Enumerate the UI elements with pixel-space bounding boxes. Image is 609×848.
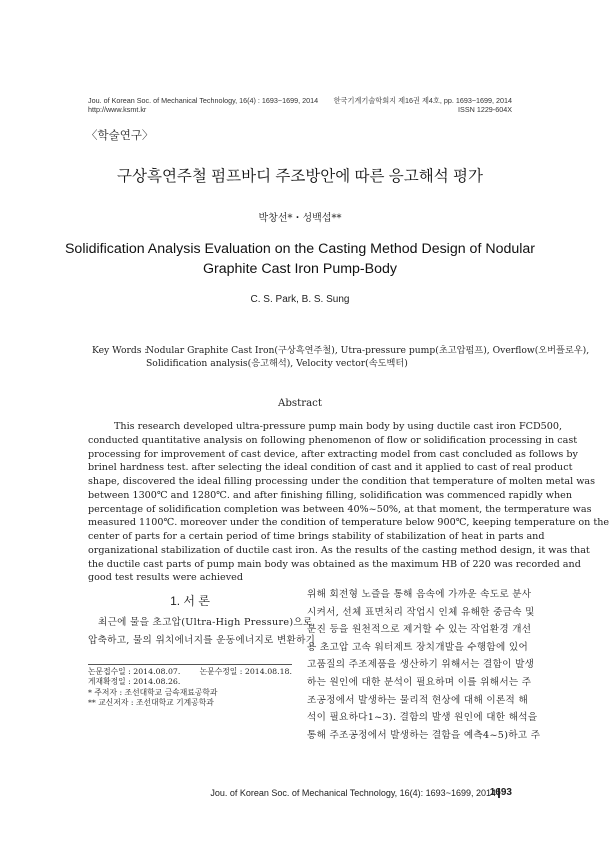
- authors-kr: 박창선*・성백섭**: [258, 213, 342, 224]
- keywords-line: Nodular Graphite Cast Iron(구상흑연주철), Utra-pressure pump(초고압펌프), Overflow(오버플로우),: [146, 345, 590, 356]
- authors-en: C. S. Park, B. S. Sung: [250, 294, 350, 305]
- body-line: 통해 주조공정에서 발생하는 결함을 예측4~5)하고 주: [307, 729, 541, 741]
- author-affiliation: * 주저자 : 조선대학교 금속재료공학과: [88, 687, 218, 697]
- keywords-label: Key Words :: [92, 345, 148, 356]
- title-en-line: Graphite Cast Iron Pump-Body: [203, 261, 397, 277]
- abstract-line: shape, discovered the ideal filling processing under the condition that temperature of molten metal was: [88, 476, 596, 487]
- title-en-line: Solidification Analysis Evaluation on the Casting Method Design of Nodular: [64, 241, 536, 257]
- footer-citation: Jou. of Korean Soc. of Mechanical Technology, 16(4): 1693~1699, 2014: [210, 788, 496, 798]
- revised-date: 논문수정일 : 2014.08.18.: [199, 667, 292, 676]
- section-heading: 1. 서 론: [170, 594, 210, 608]
- body-line: 용 초고압 고속 워터제트 장치개발을 수행함에 있어: [307, 641, 529, 653]
- intro-right-column: [307, 586, 541, 744]
- article-category: 〈학술연구〉: [86, 130, 154, 142]
- body-line: 고품질의 주조제품을 생산하기 위해서는 결함이 발생: [307, 659, 535, 671]
- abstract-line: center of parts for a certain period of time brings stability of stabilization of heat in parts and: [88, 531, 545, 542]
- abstract-line: good test results were achieved: [88, 572, 243, 584]
- journal-url[interactable]: http://www.ksmt.kr: [88, 105, 147, 114]
- abstract-line: measured 1100℃. moreover under the condition of temperature below 900℃, keeping temperature on the: [88, 517, 609, 529]
- abstract-line: organizational stabilization of ductile cast iron. As the results of the casting method design, it was that: [88, 544, 590, 556]
- abstract-line: processing for improvement of cast device, after extracting model from cast concluded as follows by: [88, 448, 578, 460]
- corresponding-affiliation: ** 교신저자 : 조선대학교 기계공학과: [88, 698, 214, 708]
- body-line: 최근에 물을 초고압(Ultra-High Pressure)으로: [98, 617, 313, 628]
- intro-left-column: [88, 614, 316, 649]
- body-line: 위해 회전형 노즐을 통해 음속에 가까운 속도로 분사: [307, 589, 532, 600]
- abstract-line: the ductile cast parts of pump main body was obtained as the maximum HB of 220 was recorded and: [88, 558, 581, 570]
- body-line: 분진 등을 원천적으로 제거할 수 있는 작업환경 개선: [307, 624, 532, 636]
- footnote-divider: [88, 664, 292, 665]
- body-line: 시켜서, 선체 표면처리 작업시 인체 유해한 중금속 및: [307, 606, 535, 618]
- abstract-heading: Abstract: [278, 398, 322, 409]
- issn: ISSN 1229-604X: [458, 105, 512, 114]
- abstract-body: [88, 420, 609, 585]
- accepted-date: 게재확정일 : 2014.08.26.: [88, 677, 181, 687]
- keywords-line: Solidification analysis(응고해석), Velocity vector(속도벡터): [146, 358, 408, 369]
- page-number: 1693: [489, 787, 512, 798]
- body-line: 조공정에서 발생하는 물리적 현상에 대해 이론적 해: [307, 694, 529, 706]
- footnotes: [88, 667, 292, 709]
- journal-citation-kr: 한국기계기술학회지 제16권 제4호, pp. 1693~1699, 2014: [333, 96, 512, 105]
- title-en: [0, 239, 600, 279]
- body-line: 석이 필요하다1~3). 결함의 발생 원인에 대한 해석을: [307, 712, 538, 724]
- title-kr: 구상흑연주철 펌프바디 주조방안에 따른 응고해석 평가: [117, 168, 483, 185]
- abstract-line: This research developed ultra-pressure pump main body by using ductile cast iron FCD500,: [114, 421, 562, 432]
- abstract-line: percentage of solidification completion was between 40%~50%, at that moment, the termperature was: [88, 503, 592, 515]
- abstract-line: brinel hardness test. after selecting the ideal condition of cast and it applied to cast of real product: [88, 462, 573, 474]
- received-date: 논문접수일 : 2014.08.07.: [88, 667, 181, 676]
- body-line: 압축하고, 물의 위치에너지를 운동에너지로 변환하기: [88, 634, 316, 646]
- abstract-line: conducted quantitative analysis on following phenomenon of flow or solidification processing in cast: [88, 434, 578, 446]
- body-line: 하는 원인에 대한 분석이 필요하며 이를 위해서는 주: [307, 676, 532, 688]
- journal-citation-en: Jou. of Korean Soc. of Mechanical Technology, 16(4) : 1693~1699, 2014: [88, 96, 319, 105]
- abstract-line: between 1300℃ and 1280℃. and after finishing filling, solidification was commenced rapidly when: [88, 489, 572, 501]
